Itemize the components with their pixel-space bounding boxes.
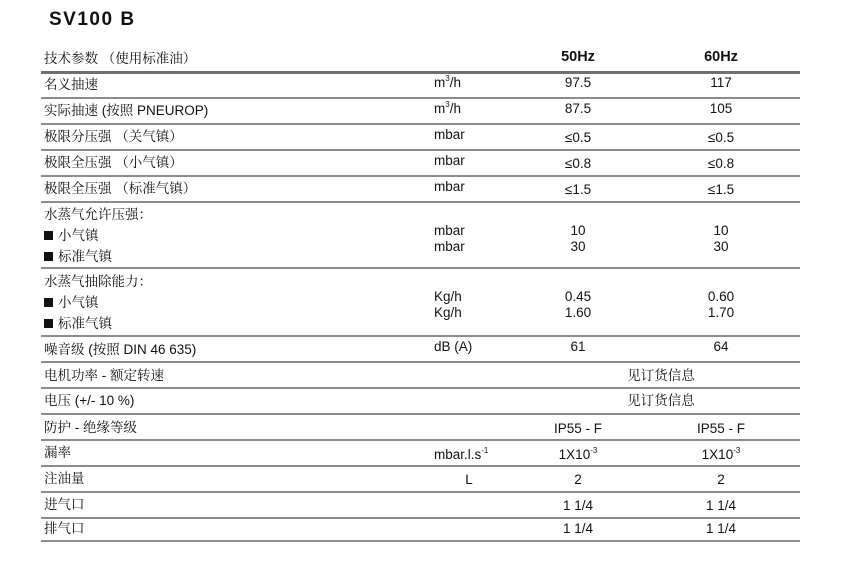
value-60hz: 105 [709,101,733,116]
table-row [41,337,800,363]
table-row [41,269,800,337]
row-unit: mbar [434,179,465,194]
row-label: 水蒸气允许压强： [44,207,152,222]
table-row [41,177,800,203]
table-row [41,467,800,493]
sub-item: 小气镇 [44,292,99,314]
table-header-row [41,46,800,74]
table-row [41,99,800,125]
row-label: 电压 (+/- 10 %) [44,393,135,408]
value-50hz: 1 1/4 [562,521,594,536]
value-50hz: 2 [574,472,582,487]
square-bullet-icon [44,252,53,261]
value-50hz: 10 30 [570,223,586,254]
row-unit: $m^3/h$ [434,74,461,90]
value-50hz: 1 1/4 [562,498,594,513]
header-label: 技术参数 （使用标准油） [44,51,197,66]
row-unit: mbar [434,153,465,168]
row-unit: mbar mbar [434,223,465,254]
row-label: 排气口 [44,521,85,536]
square-bullet-icon [44,231,53,240]
value-60hz: IP55 - F [696,421,745,436]
row-label: 水蒸气抽除能力： [44,274,152,289]
value-50hz: $1X10^{-3}$ [558,446,598,462]
value-50hz: 0.45 1.60 [564,289,592,320]
row-label: 进气口 [44,497,85,512]
table-row [41,493,800,519]
row-label: 漏率 [44,445,71,460]
value-60hz: ≤0.8 [707,156,735,171]
value-60hz: ≤1.5 [707,182,735,197]
table-row [41,73,800,99]
value-60hz: 1 1/4 [705,498,737,513]
product-title: SV100 B [49,9,136,30]
square-bullet-icon [44,298,53,307]
value-60hz: 1 1/4 [705,521,737,536]
spanning-value: 见订货信息 [627,368,695,383]
row-unit: $m^3/h$ [434,100,461,116]
value-60hz: 117 [710,75,732,90]
value-50hz: ≤0.5 [564,130,592,145]
row-label: 极限分压强 （关气镇） [44,129,183,144]
row-label: 防护 - 绝缘等级 [44,420,137,435]
row-label: 电机功率 - 额定转速 [44,368,164,383]
value-50hz: ≤0.8 [564,156,592,171]
row-unit: L [465,472,473,487]
row-unit: $mbar.l.s^{-1}$ [434,446,489,462]
table-row [41,125,800,151]
table-row [41,203,800,269]
sub-item: 标准气镇 [44,246,112,268]
row-unit: mbar [434,127,465,142]
value-50hz: 61 [570,339,586,354]
value-50hz: IP55 - F [553,421,602,436]
row-label: 噪音级 (按照 DIN 46 635) [44,342,197,357]
table-row [41,363,800,389]
value-60hz: 10 30 [713,223,729,254]
square-bullet-icon [44,319,53,328]
row-label: 实际抽速 (按照 PNEUROP) [44,103,209,118]
header-60hz: 60Hz [704,49,738,65]
row-label: 名义抽速 [44,77,98,92]
value-50hz: 97.5 [564,75,592,90]
table-row [41,519,800,542]
sub-item: 标准气镇 [44,313,112,335]
table-row [41,441,800,467]
row-label: 极限全压强 （小气镇） [44,155,183,170]
spanning-value: 见订货信息 [627,393,695,408]
value-60hz: 64 [713,339,729,354]
header-50hz: 50Hz [561,49,595,65]
value-50hz: 87.5 [564,101,592,116]
value-60hz: 0.60 1.70 [707,289,735,320]
value-60hz: 2 [717,472,725,487]
table-row [41,389,800,415]
row-label: 注油量 [44,471,85,486]
row-unit: dB (A) [434,339,473,354]
value-60hz: $1X10^{-3}$ [701,446,741,462]
value-50hz: ≤1.5 [564,182,592,197]
table-row [41,151,800,177]
row-unit: Kg/h Kg/h [434,289,462,320]
table-row [41,415,800,441]
value-60hz: ≤0.5 [707,130,735,145]
sub-item: 小气镇 [44,225,99,247]
row-label: 极限全压强 （标准气镇） [44,181,197,196]
